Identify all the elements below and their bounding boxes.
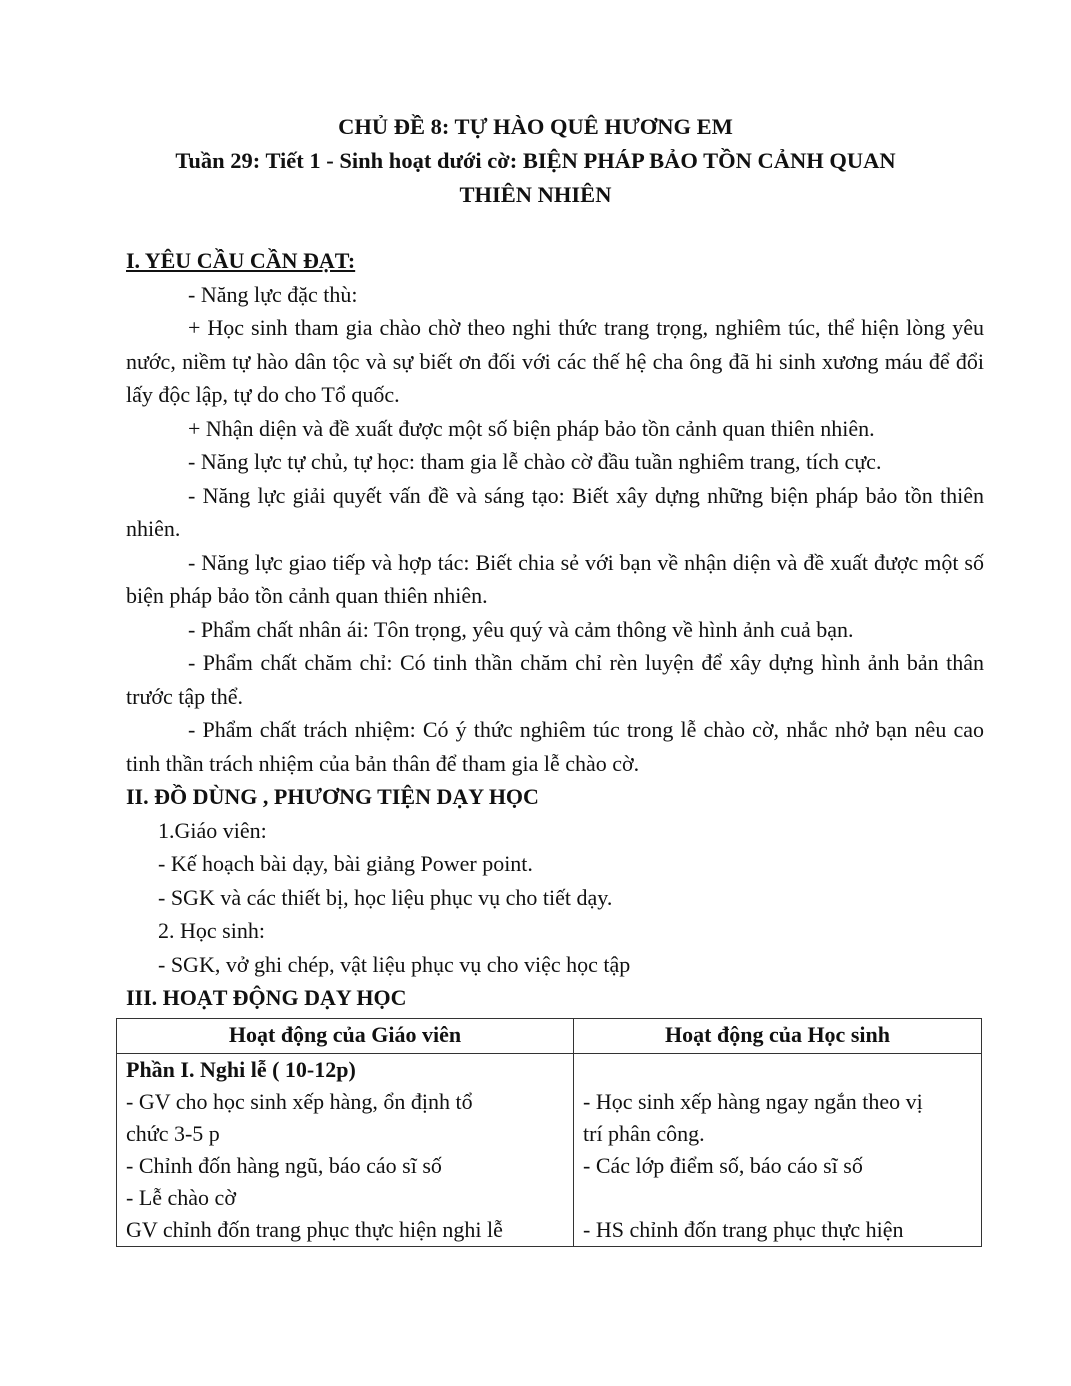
requirement-item: - Phẩm chất chăm chỉ: Có tinh thần chăm chỉ rèn luyện để xây dựng hình ảnh bản thân trước tập thể. <box>126 650 984 709</box>
requirement-item: - Phẩm chất nhân ái: Tôn trọng, yêu quý và cảm thông về hình ảnh cuả bạn. <box>188 616 854 642</box>
student-column-header: Hoạt động của Học sinh <box>574 1019 982 1054</box>
teacher-line: GV chỉnh đốn trang phục thực hiện nghi lễ <box>126 1217 503 1242</box>
section-title-requirements: I. YÊU CẦU CẦN ĐẠT: <box>126 248 356 273</box>
requirement-item: + Nhận diện và đề xuất được một số biện pháp bảo tồn cảnh quan thiên nhiên. <box>188 415 875 441</box>
lesson-title-continued: THIÊN NHIÊN <box>459 182 612 207</box>
section-title-materials: II. ĐỒ DÙNG , PHƯƠNG TIỆN DẠY HỌC <box>126 784 539 809</box>
requirement-item: - Năng lực giao tiếp và hợp tác: Biết chia sẻ với bạn về nhận diện và đề xuất được một số biện pháp bảo tồn cảnh quan thiên nhiên. <box>126 549 984 608</box>
teacher-line: - GV cho học sinh xếp hàng, ổn định tổ <box>126 1089 473 1114</box>
student-line <box>583 1182 972 1214</box>
student-line: - HS chỉnh đốn trang phục thực hiện <box>583 1217 904 1242</box>
requirement-item: - Năng lực giải quyết vấn đề và sáng tạo: Biết xây dựng những biện pháp bảo tồn thiên nhiên. <box>126 482 984 541</box>
requirement-item: - Năng lực đặc thù: <box>188 281 358 307</box>
materials-item: - SGK, vở ghi chép, vật liệu phục vụ cho việc học tập <box>158 951 631 977</box>
table-row <box>117 1054 982 1247</box>
teacher-line: chức 3-5 p <box>126 1121 220 1146</box>
teacher-line: - Lễ chào cờ <box>126 1185 236 1210</box>
requirement-item: + Học sinh tham gia chào chờ theo nghi thức trang trọng, nghiêm túc, thể hiện lòng yêu nước, niềm tự hào dân tộc và sự biết ơn đối với các thế hệ cha ông đã hi sinh xương máu để đổi lấy độc lập, tự do cho Tổ quốc. <box>126 315 984 407</box>
teacher-line: - Chỉnh đốn hàng ngũ, báo cáo sĩ số <box>126 1153 442 1178</box>
materials-item: 2. Học sinh: <box>158 918 265 943</box>
section-title-activities: III. HOẠT ĐỘNG DẠY HỌC <box>126 985 407 1010</box>
document-body <box>126 244 984 1015</box>
part-title: Phần I. Nghi lễ ( 10-12p) <box>126 1057 356 1082</box>
document-header <box>0 110 1071 212</box>
requirement-item: - Phẩm chất trách nhiệm: Có ý thức nghiêm túc trong lễ chào cờ, nhắc nhở bạn nêu cao tinh thần trách nhiệm của bản thân để tham gia lễ chào cờ. <box>126 717 984 776</box>
student-line: - Các lớp điểm số, báo cáo sĩ số <box>583 1153 863 1178</box>
student-line: trí phân công. <box>583 1121 705 1146</box>
topic-title: CHỦ ĐỀ 8: TỰ HÀO QUÊ HƯƠNG EM <box>338 114 733 139</box>
student-line: - Học sinh xếp hàng ngay ngắn theo vị <box>583 1089 923 1114</box>
student-line <box>583 1054 972 1086</box>
activities-table <box>116 1018 982 1247</box>
requirement-item: - Năng lực tự chủ, tự học: tham gia lễ chào cờ đầu tuần nghiêm trang, tích cực. <box>188 449 882 474</box>
student-activity-cell <box>574 1054 982 1247</box>
teacher-activity-cell <box>117 1054 574 1247</box>
table-header-row <box>117 1019 982 1054</box>
lesson-title: Tuần 29: Tiết 1 - Sinh hoạt dưới cờ: BIỆN PHÁP BẢO TỒN CẢNH QUAN <box>175 148 896 173</box>
materials-item: 1.Giáo viên: <box>158 817 267 843</box>
teacher-column-header: Hoạt động của Giáo viên <box>117 1019 574 1054</box>
materials-item: - Kế hoạch bài dạy, bài giảng Power point. <box>158 851 533 876</box>
materials-item: - SGK và các thiết bị, học liệu phục vụ cho tiết dạy. <box>158 884 613 910</box>
